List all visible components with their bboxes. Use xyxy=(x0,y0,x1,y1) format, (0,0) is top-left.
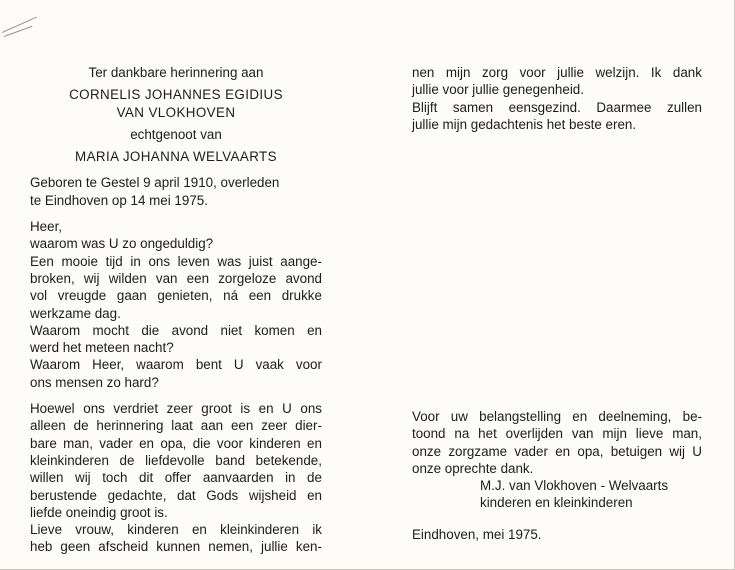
deceased-name-line-1: CORNELIS JOHANNES EGIDIUS xyxy=(69,87,283,103)
poem-stanza-1 xyxy=(30,218,322,391)
left-page xyxy=(30,64,322,556)
birth-line-2: te Eindhoven op 14 mei 1975. xyxy=(30,192,208,208)
text-line: kleinkinderen de liefdevolle band betekende, xyxy=(30,452,322,468)
birth-line-1: Geboren te Gestel 9 april 1910, overleden xyxy=(30,175,280,191)
thanks-block xyxy=(412,408,702,512)
text-line: Lieve vrouw, kinderen en kleinkinderen ik xyxy=(30,522,322,538)
text-line: willen wij toch dit offer aanvaarden in de xyxy=(30,470,322,486)
text-line: jullie voor jullie genegenheid. xyxy=(412,82,584,98)
text-line: toond na het overlijden van mijn lieve man, xyxy=(412,426,702,442)
text-line: Blijft samen eensgezind. Daarmee zullen xyxy=(412,99,702,115)
text-line: vol vreugde gaan genieten, ná een drukke xyxy=(30,288,322,304)
text-line: jullie mijn gedachtenis het beste eren. xyxy=(412,116,637,132)
text-line: nen mijn zorg voor jullie welzijn. Ik dank xyxy=(412,65,702,80)
text-line: broken, wij wilden van een zorgeloze avond xyxy=(30,270,322,286)
spouse-label: echtgenoot van xyxy=(130,126,222,142)
deceased-name-line-2: VAN VLOKHOVEN xyxy=(116,104,236,120)
text-line: ons mensen zo hard? xyxy=(30,374,159,390)
text-line: Waarom mocht die avond niet komen en xyxy=(30,322,322,338)
signature-line-1: M.J. van Vlokhoven - Welvaarts xyxy=(480,478,669,494)
text-line: werd het meteen nacht? xyxy=(30,340,174,356)
right-page xyxy=(412,64,702,544)
text-line: Waarom Heer, waarom bent U vaak voor xyxy=(30,357,322,373)
corner-pencil-mark-2 xyxy=(4,26,33,37)
signature-line-2: kinderen en kleinkinderen xyxy=(480,495,633,511)
text-line: Een mooie tijd in ons leven was juist aange- xyxy=(30,253,322,269)
thanks-text xyxy=(412,408,702,477)
poem-continuation xyxy=(412,64,702,133)
text-line: bare man, vader en opa, die voor kinderen en xyxy=(30,435,322,451)
place-date-line: Eindhoven, mei 1975. xyxy=(412,527,542,542)
text-line: waarom was U zo ongeduldig? xyxy=(30,236,214,252)
text-line: liefde oneindig groot is. xyxy=(30,504,168,520)
dedication-line: Ter dankbare herinnering aan xyxy=(88,65,264,80)
text-line: Heer, xyxy=(30,219,63,235)
text-line: heb geen afscheid kunnen nemen, jullie ken- xyxy=(30,539,322,555)
text-line: werkzame dag. xyxy=(30,305,121,321)
text-line: alleen de herinnering laat aan een zeer dier- xyxy=(30,418,322,434)
text-line: Hoewel ons verdriet zeer groot is en U ons xyxy=(30,401,322,417)
spouse-name: MARIA JOHANNA WELVAARTS xyxy=(75,149,277,165)
text-line: berustende gedachte, dat Gods wijsheid en xyxy=(30,487,322,503)
text-line: onze zorgzame vader en opa, betuigen wij U xyxy=(412,443,702,459)
poem-stanza-2 xyxy=(30,400,322,556)
text-line: onze oprechte dank. xyxy=(412,460,534,476)
text-line: Voor uw belangstelling en deelneming, be- xyxy=(412,409,702,424)
